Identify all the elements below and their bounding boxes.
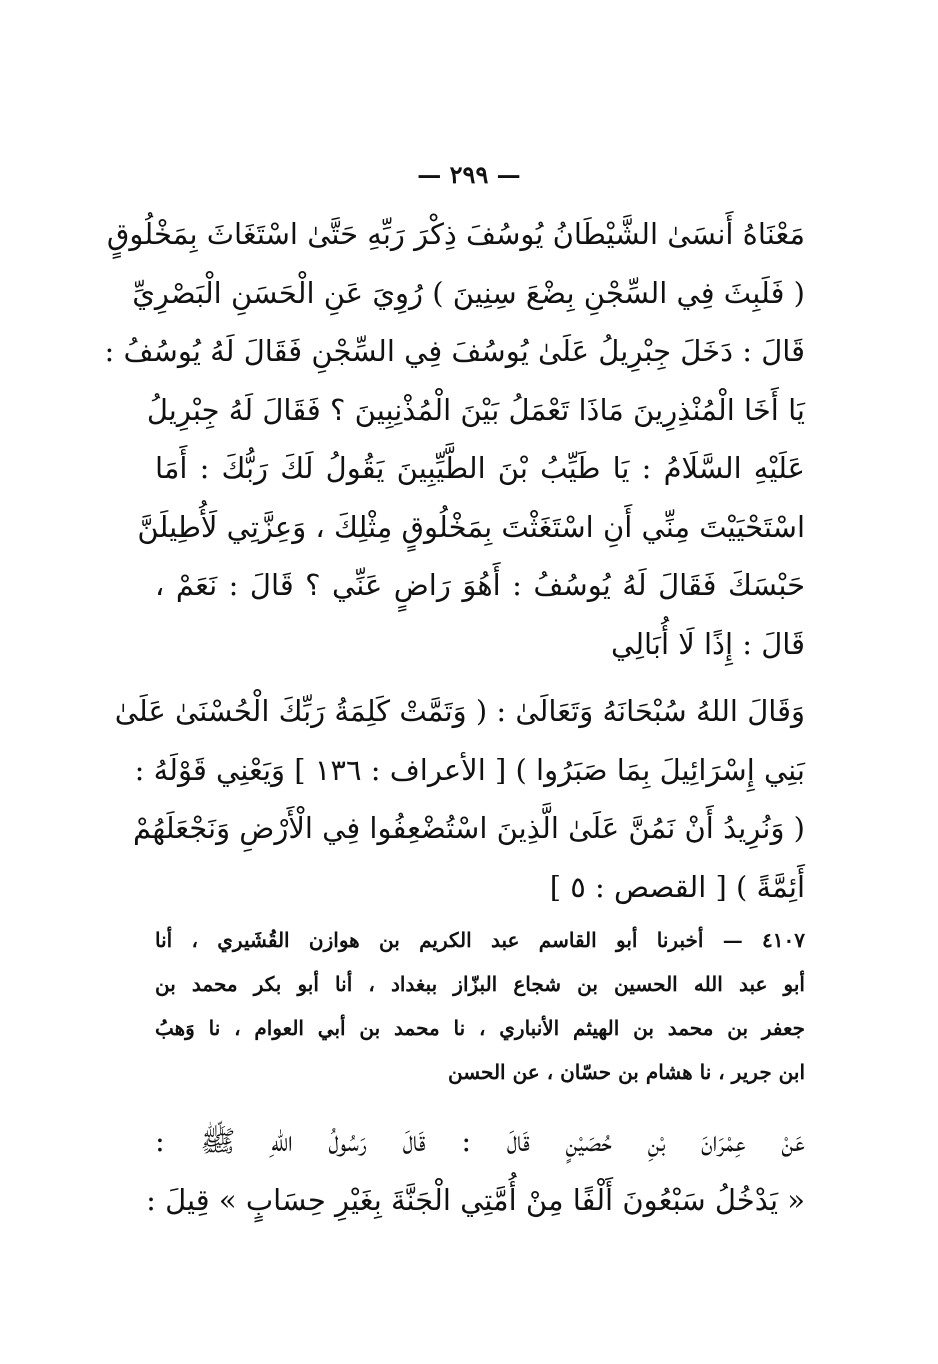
text-line: عَلَيْهِ السَّلَامُ : يَا طَيِّبُ بْنَ الطَّيِّبِينَ يَقُولُ لَكَ رَبُّكَ : أَمَا bbox=[155, 451, 805, 485]
narration-chain bbox=[155, 918, 805, 1094]
text-line: قَالَ : إِذًا لَا أُبَالِي bbox=[611, 626, 805, 661]
text-line: أَئِمَّةً ) [ القصص : ٥ ] bbox=[549, 869, 805, 904]
text-line: وَقَالَ اللهُ سُبْحَانَهُ وَتَعَالَىٰ : ( وَتَمَّتْ كَلِمَةُ رَبِّكَ الْحُسْنَىٰ عَلَىٰ bbox=[114, 694, 805, 728]
paragraph-hadith bbox=[146, 1112, 805, 1229]
text-line: مَعْنَاهُ أَنسَىٰ الشَّيْطَانُ يُوسُفَ ذِكْرَ رَبِّهِ حَتَّىٰ اسْتَغَاثَ بِمَخْلُوقٍ bbox=[106, 217, 805, 251]
text-line: « يَدْخُلُ سَبْعُونَ أَلْفًا مِنْ أُمَّتِي الْجَنَّةَ بِغَيْرِ حِسَابٍ » قِيلَ : bbox=[146, 1182, 805, 1217]
text-line: ( فَلَبِثَ فِي السِّجْنِ بِضْعَ سِنِينَ ) رُوِيَ عَنِ الْحَسَنِ الْبَصْرِيِّ bbox=[132, 275, 805, 310]
text-line: بَنِي إِسْرَائِيلَ بِمَا صَبَرُوا ) [ الأعراف : ١٣٦ ] وَيَعْنِي قَوْلَهُ : bbox=[134, 752, 805, 787]
text-line: حَبْسَكَ فَقَالَ لَهُ يُوسُفُ : أَهُوَ رَاضٍ عَنِّي ؟ قَالَ : نَعَمْ ، bbox=[155, 568, 805, 602]
paragraph-quran-verses bbox=[114, 682, 805, 916]
text-line: أبو عبد الله الحسين بن شجاع البزّاز ببغداد ، أنا أبو بكر محمد بن bbox=[155, 972, 805, 996]
text-line: ابن جرير ، نا هشام بن حسّان ، عن الحسن bbox=[447, 1060, 805, 1084]
text-line: يَا أَخَا الْمُنْذِرِينَ مَاذَا تَعْمَلُ بَيْنَ الْمُذْنِبِينَ ؟ فَقَالَ لَهُ جِبْرِيلُ bbox=[146, 392, 805, 427]
text-line: ٤١٠٧ — أخبرنا أبو القاسم عبد الكريم بن هوازن القُشَيري ، أنا bbox=[155, 928, 805, 952]
text-line: اسْتَحْيَيْتَ مِنِّي أَنِ اسْتَغَثْتَ بِمَخْلُوقٍ مِثْلِكَ ، وَعِزَّتِي لَأُطِيلَنَّ bbox=[137, 509, 805, 544]
text-line: جعفر بن محمد بن الهيثم الأنباري ، نا محمد بن أبي العوام ، نا وَهبُ bbox=[155, 1016, 805, 1040]
text-line: عَنْ عِمْرَانَ بْنِ حُصَيْنٍ قَالَ : قَالَ رَسُولُ اللهِ ﷺ : bbox=[155, 1124, 805, 1158]
paragraph-yusuf-commentary bbox=[104, 205, 805, 673]
text-line: ( وَنُرِيدُ أَنْ نَمُنَّ عَلَىٰ الَّذِينَ اسْتُضْعِفُوا فِي الْأَرْضِ وَنَجْعَلَهُمْ bbox=[133, 811, 805, 845]
text-line: قَالَ : دَخَلَ جِبْرِيلُ عَلَىٰ يُوسُفَ فِي السِّجْنِ فَقَالَ لَهُ يُوسُفُ : bbox=[104, 334, 805, 368]
page-number: — ٢٩٩ — bbox=[417, 160, 521, 189]
